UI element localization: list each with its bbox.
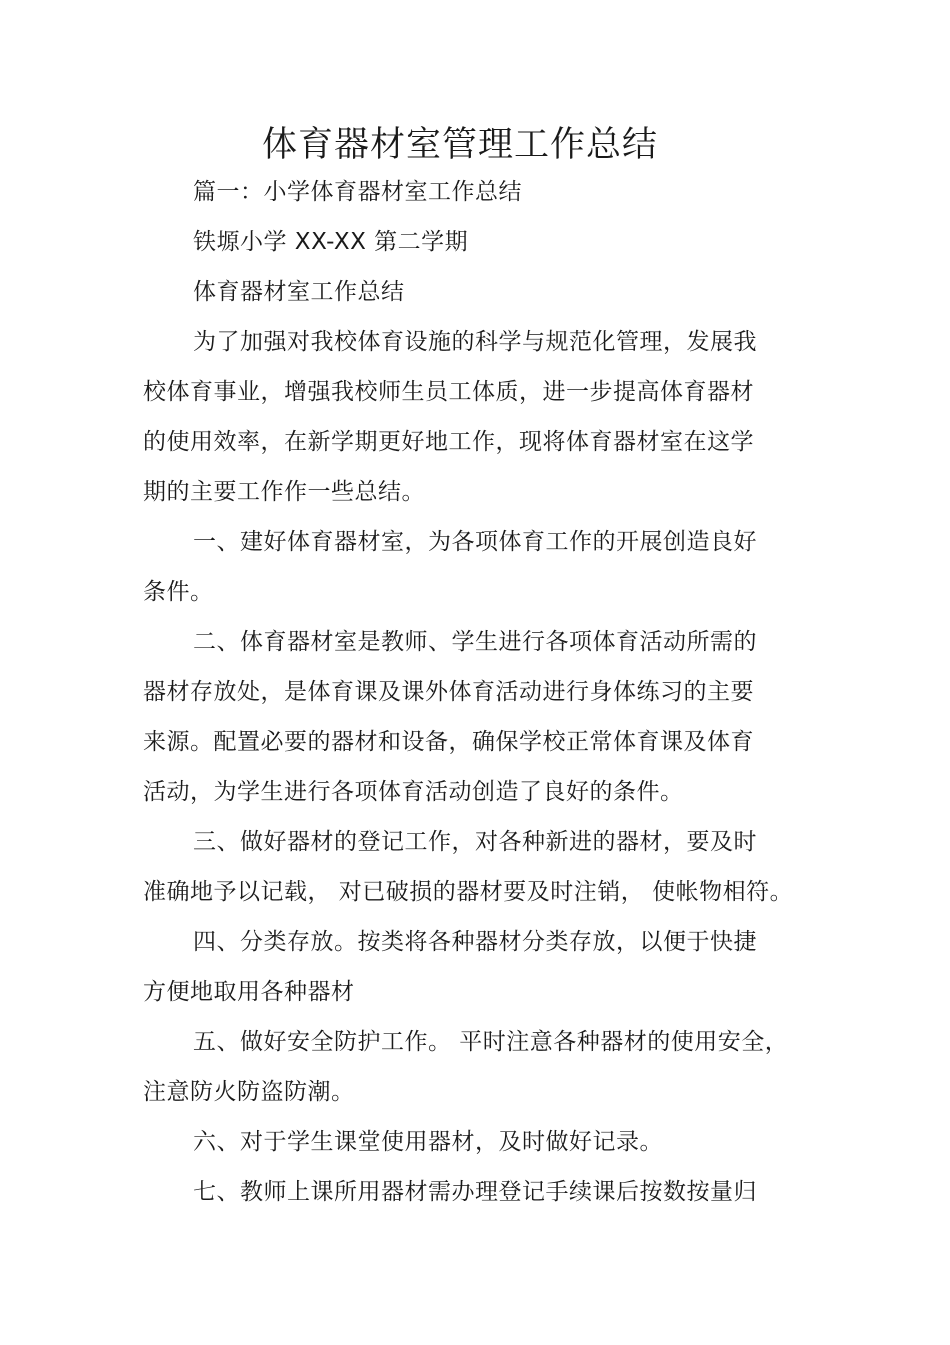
- text-line: 校体育事业，增强我校师生员工体质，进一步提高体育器材: [143, 379, 754, 405]
- text-line: 的使用效率，在新学期更好地工作，现将体育器材室在这学: [143, 429, 754, 455]
- text-line: 为了加强对我校体育设施的科学与规范化管理，发展我: [193, 329, 757, 355]
- text-line: 体育器材室工作总结: [193, 279, 405, 305]
- text-line: 五、做好安全防护工作。 平时注意各种器材的使用安全，: [193, 1029, 789, 1055]
- text-line: 七、教师上课所用器材需办理登记手续课后按数按量归: [193, 1179, 757, 1205]
- text-line: 篇一：小学体育器材室工作总结: [193, 179, 522, 205]
- text-line: 二、体育器材室是教师、学生进行各项体育活动所需的: [193, 629, 757, 655]
- text-line: 条件。: [143, 579, 214, 605]
- document-title: 体育器材室管理工作总结: [261, 125, 658, 165]
- text-line: 三、做好器材的登记工作，对各种新进的器材，要及时: [193, 829, 757, 855]
- text-line: 方便地取用各种器材: [143, 979, 355, 1005]
- text-line: 活动，为学生进行各项体育活动创造了良好的条件。: [143, 779, 684, 805]
- text-line: 注意防火防盗防潮。: [143, 1079, 355, 1105]
- text-line: 期的主要工作作一些总结。: [143, 479, 425, 505]
- text-line: 四、分类存放。按类将各种器材分类存放，以便于快捷: [193, 929, 757, 955]
- text-line: 六、对于学生课堂使用器材，及时做好记录。: [193, 1129, 663, 1155]
- text-line: 准确地予以记载， 对已破损的器材要及时注销， 使帐物相符。: [143, 879, 794, 905]
- text-line: 器材存放处，是体育课及课外体育活动进行身体练习的主要: [143, 679, 754, 705]
- text-line: 铁塬小学 XX-XX 第二学期: [193, 229, 469, 255]
- text-line: 一、建好体育器材室，为各项体育工作的开展创造良好: [193, 529, 757, 555]
- text-line: 来源。配置必要的器材和设备，确保学校正常体育课及体育: [143, 729, 754, 755]
